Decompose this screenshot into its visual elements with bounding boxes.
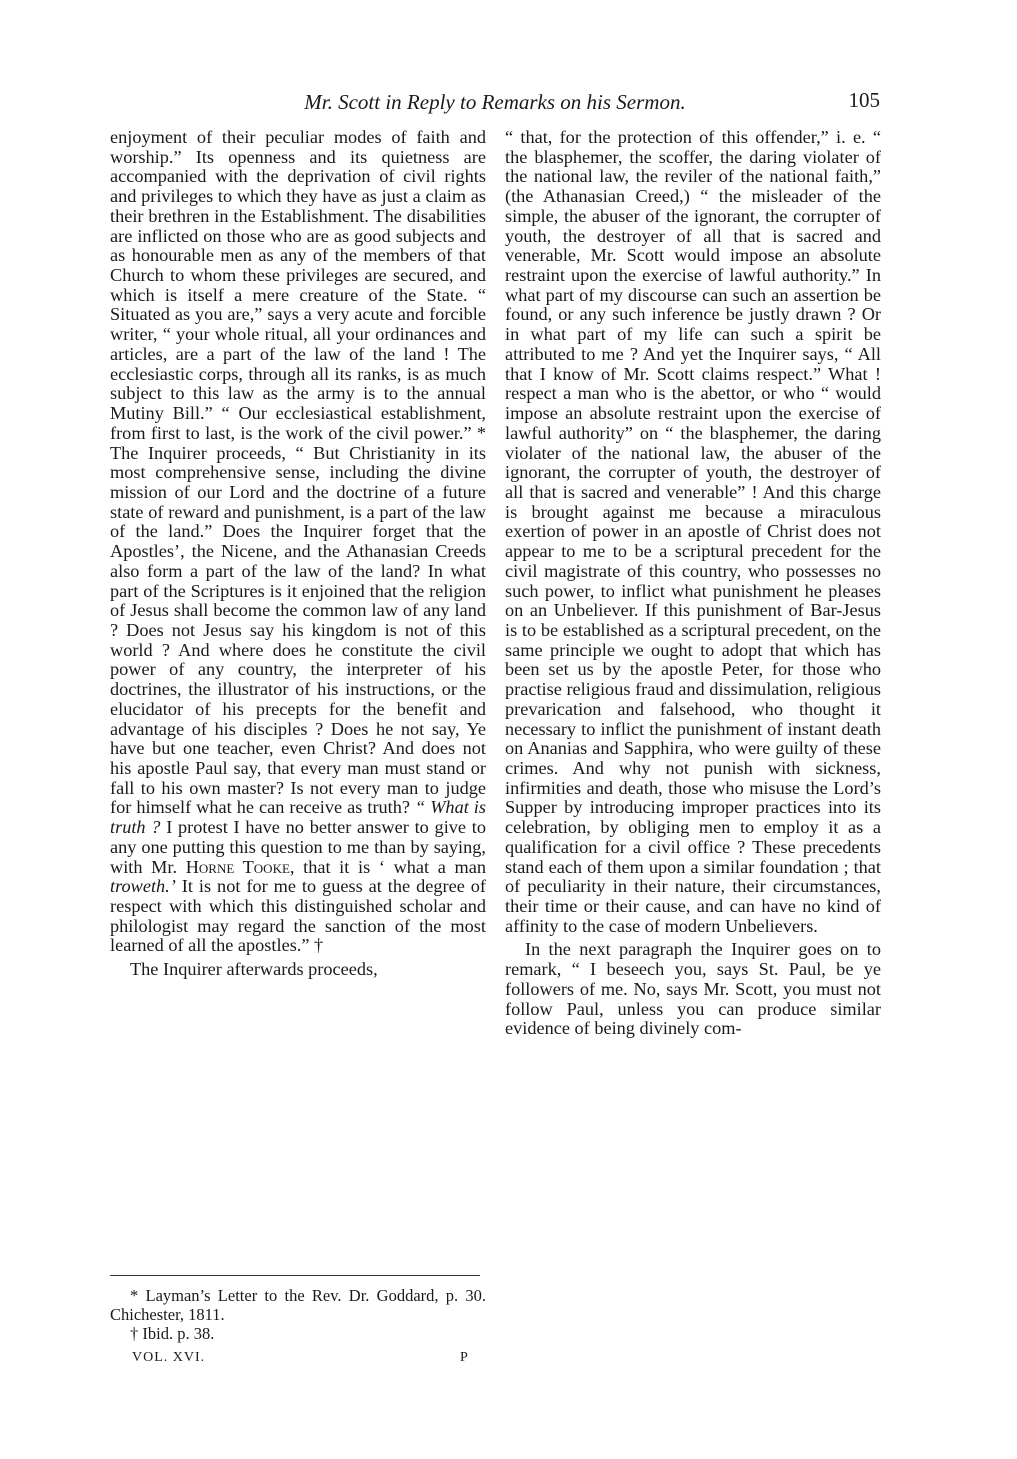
page-header: [110, 88, 880, 118]
right-paragraph-1: “ that, for the protection of this offender,” i. e. “ the blasphemer, the scoffer, the daring violater of the national law, the reviler of the national faith,” (the Athanasian Creed,) “ the misleader of the simple, the abuser of the ignorant, the corrupter of youth, the destroyer of all that is sacred and venerable, Mr. Scott would impose an absolute restraint upon the exercise of lawful authority.” In what part of my discourse can such an assertion be found, or any such inference be justly drawn ? Or in what part of my life can such a spirit be attributed to me ? And yet the Inquirer says, “ All that I know of Mr. Scott claims respect.” What ! respect a man who is the abettor, or who “ would impose an absolute restraint upon the exercise of lawful authority” on “ the blasphemer, the daring violater of the national law, the abuser of the ignorant, the corrupter of youth, the destroyer of all that is sacred and venerable” ! And this charge is brought against me because a miraculous exertion of power in an apostle of Christ does not appear to me to be a scriptural precedent for the civil magistrate of this country, who possesses no such power, to inflict what punishment he pleases on an Unbeliever. If this punishment of Bar-Jesus is to be established as a scriptural precedent, on the same principle we ought to adopt that which has been set us by the apostle Peter, for those who practise religious fraud and dissimulation, religious prevarication and falsehood, who thought it necessary to inflict the punishment of instant death on Ananias and Sapphira, who were guilty of these crimes. And why not punish with sickness, infirmities and death, those who misuse the Lord’s Supper by introducing improper practices into its celebration, by obliging men to employ it as a qualification for a civil office ? These precedents stand each of them upon a similar foundation ; that of peculiarity in their nature, their circumstances, their time or their cause, and can have no kind of affinity to the case of modern Unbelievers.: [505, 127, 881, 936]
person-name: Horne Tooke: [185, 856, 290, 877]
footnotes: [110, 1286, 486, 1343]
left-paragraph-1-continued: I protest I have no better answer to give to any one putting this question to me than by saying, with Mr.: [110, 817, 486, 877]
right-column: [505, 128, 881, 1039]
page-number: 105: [848, 88, 880, 112]
left-column: [110, 128, 486, 980]
volume-signature: VOL. XVI.: [132, 1350, 206, 1365]
left-paragraph-1: [110, 128, 486, 956]
left-paragraph-1-continued-2: , that it is ‘ what a man: [289, 856, 486, 877]
italic-word: troweth.’: [110, 876, 176, 897]
running-title: Mr. Scott in Reply to Remarks on his Sermon.: [304, 90, 686, 114]
right-paragraph-2: In the next paragraph the Inquirer goes on to remark, “ I beseech you, says St. Paul, be ye followers of me. No, says Mr. Scott, you must not follow Paul, unless you can produce similar evidence of being divinely com-: [505, 939, 881, 1039]
footnote-2: † Ibid. p. 38.: [130, 1324, 215, 1343]
signature-mark: P: [460, 1350, 469, 1365]
footnote-1: * Layman’s Letter to the Rev. Dr. Goddard, p. 30. Chichester, 1811.: [110, 1286, 486, 1324]
left-paragraph-1-end: It is not for me to guess at the degree of respect with which this distinguished scholar and philologist may regard the sanction of the most learned of all the apostles.” †: [110, 876, 486, 956]
left-paragraph-1-text: enjoyment of their peculiar modes of faith and worship.” Its openness and its quietness are accompanied with the deprivation of civil rights and privileges to which they have as just a claim as their brethren in the Establishment. The disabilities are inflicted on those who are as good subjects and as honourable men as any of the members of that Church to whom these privileges are secured, and which is itself a mere creature of the State. “ Situated as you are,” says a very acute and forcible writer, “ your whole ritual, all your ordinances and articles, are a part of the law of the land ! The ecclesiastic corps, through all its ranks, is as much subject to this law as the army is to the annual Mutiny Bill.” “ Our ecclesiastical establishment, from first to last, is the work of the civil power.” * The Inquirer proceeds, “ But Christianity in its most comprehensive sense, including the divine mission of our Lord and the doctrine of a future state of reward and punishment, is a part of the law of the land.” Does the Inquirer forget that the Apostles’, the Nicene, and the Athanasian Creeds also form a part of the law of the land? In what part of the Scriptures is it enjoined that the religion of Jesus shall become the common law of any land ? Does not Jesus say his kingdom is not of this world ? And where does he constitute the civil power of any country, the interpreter of his doctrines, the illustrator of his instructions, or the elucidator of his precepts for the benefit and advantage of his disciples ? Does he not say, Ye have but one teacher, even Christ? And does not his apostle Paul say, that every man must stand or fall to his own master? Is not every man to judge for himself what he can receive as truth?: [110, 127, 486, 818]
footnote-rule: [110, 1275, 480, 1276]
italic-quote: “ What is truth ?: [110, 797, 486, 838]
left-paragraph-2: The Inquirer afterwards proceeds,: [130, 959, 378, 980]
